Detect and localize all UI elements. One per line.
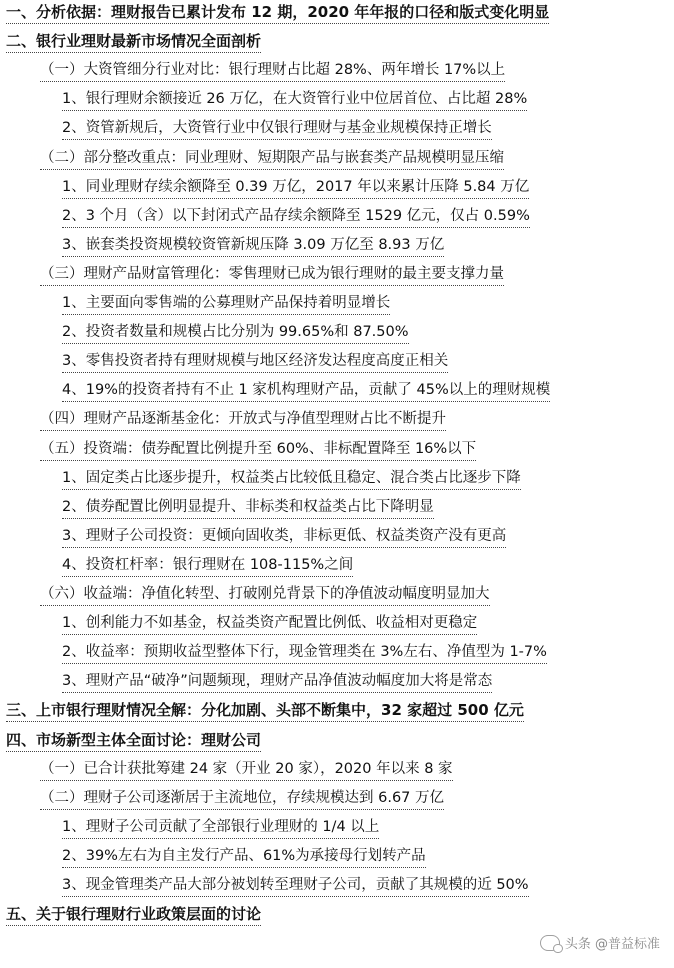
watermark-text: 头条 @普益标准 bbox=[564, 937, 660, 952]
toc-item bbox=[6, 844, 672, 868]
toc-section bbox=[6, 58, 672, 82]
toc-entry-text: （二）理财子公司逐渐居于主流地位，存续规模达到 6.67 万亿 bbox=[40, 788, 444, 810]
toc-entry-text: （四）理财产品逐渐基金化：开放式与净值型理财占比不断提升 bbox=[40, 409, 446, 431]
toc-section bbox=[6, 786, 672, 810]
toc-entry-text: 2、收益率：预期收益型整体下行，现金管理类在 3%左右、净值型为 1-7% bbox=[62, 642, 547, 664]
toc-entry-text: 3、零售投资者持有理财规模与地区经济发达程度高度正相关 bbox=[62, 351, 448, 373]
toc-heading bbox=[6, 29, 672, 53]
toc-item bbox=[6, 815, 672, 839]
toc-entry-text: 3、理财子公司投资：更倾向固收类，非标更低、权益类资产没有更高 bbox=[62, 526, 506, 548]
toc-item bbox=[6, 87, 672, 111]
toc-item bbox=[6, 495, 672, 519]
toc-entry-text: 1、银行理财余额接近 26 万亿，在大资管行业中位居首位、占比超 28% bbox=[62, 89, 527, 111]
toc-item bbox=[6, 378, 672, 402]
wechat-bubble-icon bbox=[540, 935, 560, 951]
toc-item bbox=[6, 233, 672, 257]
toc-entry-text: （三）理财产品财富管理化：零售理财已成为银行理财的最主要支撑力量 bbox=[40, 264, 504, 286]
toc-section bbox=[6, 757, 672, 781]
toc-entry-text: 一、分析依据：理财报告已累计发布 12 期，2020 年年报的口径和版式变化明显 bbox=[6, 2, 549, 24]
toc-item bbox=[6, 640, 672, 664]
toc-heading bbox=[6, 0, 672, 24]
toc-entry-text: （二）部分整改重点：同业理财、短期限产品与嵌套类产品规模明显压缩 bbox=[40, 148, 504, 170]
toc-item bbox=[6, 291, 672, 315]
toc-entry-text: 2、债券配置比例明显提升、非标类和权益类占比下降明显 bbox=[62, 497, 434, 519]
toc-entry-text: （一）已合计获批筹建 24 家（开业 20 家），2020 年以来 8 家 bbox=[40, 759, 453, 781]
toc-entry-text: 三、上市银行理财情况全解：分化加剧、头部不断集中，32 家超过 500 亿元 bbox=[6, 700, 524, 722]
toc-entry-text: 1、同业理财存续余额降至 0.39 万亿，2017 年以来累计压降 5.84 万亿 bbox=[62, 177, 529, 199]
toc-section bbox=[6, 146, 672, 170]
toc-item bbox=[6, 204, 672, 228]
toc-entry-text: （一）大资管细分行业对比：银行理财占比超 28%、两年增长 17%以上 bbox=[40, 60, 505, 82]
toc-entry-text: 2、39%左右为自主发行产品、61%为承接母行划转产品 bbox=[62, 846, 426, 868]
toc-item bbox=[6, 175, 672, 199]
toc-item bbox=[6, 466, 672, 490]
toc-heading bbox=[6, 902, 672, 926]
watermark bbox=[540, 933, 660, 952]
toc-item bbox=[6, 524, 672, 548]
toc-item bbox=[6, 553, 672, 577]
toc-entry-text: 3、理财产品“破净”问题频现，理财产品净值波动幅度加大将是常态 bbox=[62, 671, 492, 693]
toc-entry-text: 3、嵌套类投资规模较资管新规压降 3.09 万亿至 8.93 万亿 bbox=[62, 235, 444, 257]
toc-entry-text: 4、19%的投资者持有不止 1 家机构理财产品，贡献了 45%以上的理财规模 bbox=[62, 380, 550, 402]
toc-section bbox=[6, 262, 672, 286]
toc-entry-text: 2、投资者数量和规模占比分别为 99.65%和 87.50% bbox=[62, 322, 409, 344]
toc-entry-text: （六）收益端：净值化转型、打破刚兑背景下的净值波动幅度明显加大 bbox=[40, 584, 490, 606]
toc-item bbox=[6, 349, 672, 373]
toc-section bbox=[6, 407, 672, 431]
toc-entry-text: 五、关于银行理财行业政策层面的讨论 bbox=[6, 904, 261, 926]
toc-entry-text: 1、创利能力不如基金，权益类资产配置比例低、收益相对更稳定 bbox=[62, 613, 477, 635]
toc-entry-text: 3、现金管理类产品大部分被划转至理财子公司，贡献了其规模的近 50% bbox=[62, 875, 529, 897]
toc-heading bbox=[6, 728, 672, 752]
toc-item bbox=[6, 611, 672, 635]
toc-entry-text: 1、固定类占比逐步提升，权益类占比较低且稳定、混合类占比逐步下降 bbox=[62, 468, 521, 490]
toc-entry-text: 4、投资杠杆率：银行理财在 108-115%之间 bbox=[62, 555, 353, 577]
toc-entry-text: 四、市场新型主体全面讨论：理财公司 bbox=[6, 730, 261, 752]
toc-section bbox=[6, 582, 672, 606]
toc-item bbox=[6, 873, 672, 897]
toc-entry-text: 二、银行业理财最新市场情况全面剖析 bbox=[6, 31, 261, 53]
toc-heading bbox=[6, 698, 672, 722]
toc-entry-text: 1、主要面向零售端的公募理财产品保持着明显增长 bbox=[62, 293, 390, 315]
toc-item bbox=[6, 669, 672, 693]
toc-item bbox=[6, 116, 672, 140]
toc-section bbox=[6, 437, 672, 461]
toc-entry-text: 1、理财子公司贡献了全部银行业理财的 1/4 以上 bbox=[62, 817, 379, 839]
toc-entry-text: 2、3 个月（含）以下封闭式产品存续余额降至 1529 亿元，仅占 0.59% bbox=[62, 206, 530, 228]
toc-entry-text: （五）投资端：债券配置比例提升至 60%、非标配置降至 16%以下 bbox=[40, 439, 476, 461]
toc-entry-text: 2、资管新规后，大资管行业中仅银行理财与基金业规模保持正增长 bbox=[62, 118, 492, 140]
toc-item bbox=[6, 320, 672, 344]
